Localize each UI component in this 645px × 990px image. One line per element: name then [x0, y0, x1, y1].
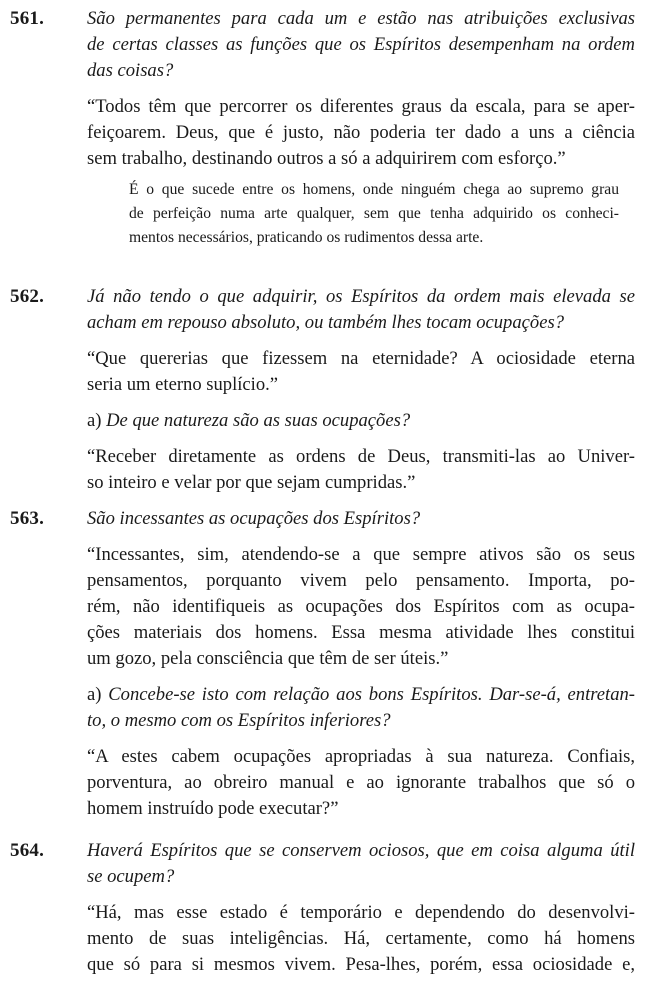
- text-line: “Que quererias que fizessem na eternidade? A ociosidade eterna: [87, 348, 635, 369]
- question-number: 563.: [10, 508, 45, 529]
- question-number: 564.: [10, 840, 45, 861]
- text-line: “Incessantes, sim, atendendo-se a que sempre ativos são os seus: [87, 544, 635, 565]
- text-line: feiçoarem. Deus, que é justo, não poderia ter dado a uns a ciência: [87, 122, 635, 143]
- question-text: [87, 284, 635, 336]
- text-line: mentos necessários, praticando os rudimentos dessa arte.: [129, 229, 484, 246]
- sub-question: [87, 682, 635, 734]
- text-line: das coisas?: [87, 60, 174, 81]
- sub-answer-text: [87, 444, 635, 496]
- text-line: se ocupem?: [87, 866, 175, 887]
- text-line: mento de suas inteligências. Há, certamente, como há homens: [87, 928, 635, 949]
- answer-text: [87, 900, 635, 978]
- text-line: porventura, ao obreiro manual e ao ignorante trabalhos que só o: [87, 772, 635, 793]
- question-text: [87, 6, 635, 84]
- commentary-text: [129, 178, 619, 250]
- text-line: “A estes cabem ocupações apropriadas à sua natureza. Confiais,: [87, 746, 635, 767]
- question-number: 561.: [10, 8, 45, 29]
- sub-question-text: to, o mesmo com os Espíritos inferiores?: [87, 710, 391, 731]
- sub-question-letter: a): [87, 410, 102, 431]
- text-line: que só para si mesmos vivem. Pesa-lhes, porém, essa ociosidade e,: [87, 954, 635, 975]
- text-line: Haverá Espíritos que se conservem ociosos, que em coisa alguma útil: [87, 840, 635, 861]
- sub-question-text: De que natureza são as suas ocupações?: [106, 410, 411, 431]
- text-line: “Todos têm que percorrer os diferentes graus da escala, para se aper-: [87, 96, 635, 117]
- text-line: Já não tendo o que adquirir, os Espíritos da ordem mais elevada se: [87, 286, 635, 307]
- text-line: São incessantes as ocupações dos Espíritos?: [87, 508, 421, 529]
- sub-answer-text: [87, 744, 635, 822]
- text-line: seria um eterno suplício.”: [87, 374, 279, 395]
- text-line: um gozo, pela consciência que têm de ser úteis.”: [87, 648, 449, 669]
- question-text: [87, 838, 635, 890]
- text-line: so inteiro e velar por que sejam cumpridas.”: [87, 472, 416, 493]
- text-line: “Receber diretamente as ordens de Deus, transmiti-las ao Univer-: [87, 446, 635, 467]
- answer-text: [87, 542, 635, 672]
- text-line: rém, não identifiqueis as ocupações dos Espíritos com as ocupa-: [87, 596, 635, 617]
- text-line: ções materiais dos homens. Essa mesma atividade lhes constitui: [87, 622, 635, 643]
- answer-text: [87, 94, 635, 172]
- text-line: pensamentos, porquanto vivem pelo pensamento. Importa, po-: [87, 570, 635, 591]
- text-line: É o que sucede entre os homens, onde ninguém chega ao supremo grau: [129, 181, 619, 198]
- sub-question-text: Concebe-se isto com relação aos bons Espíritos. Dar-se-á, entretan-: [108, 684, 635, 705]
- text-line: de perfeição numa arte qualquer, sem que tenha adquirido os conheci-: [129, 205, 619, 222]
- text-line: São permanentes para cada um e estão nas atribuições exclusivas: [87, 8, 635, 29]
- text-line: “Há, mas esse estado é temporário e dependendo do desenvolvi-: [87, 902, 635, 923]
- answer-text: [87, 346, 635, 398]
- sub-question: [87, 408, 635, 434]
- text-line: sem trabalho, destinando outros a só a adquirirem com esforço.”: [87, 148, 566, 169]
- question-text: [87, 506, 635, 532]
- question-number: 562.: [10, 286, 45, 307]
- text-line: homem instruído pode executar?”: [87, 798, 339, 819]
- text-line: acham em repouso absoluto, ou também lhes tocam ocupações?: [87, 312, 564, 333]
- sub-question-letter: a): [87, 684, 102, 705]
- text-line: de certas classes as funções que os Espíritos desempenham na ordem: [87, 34, 635, 55]
